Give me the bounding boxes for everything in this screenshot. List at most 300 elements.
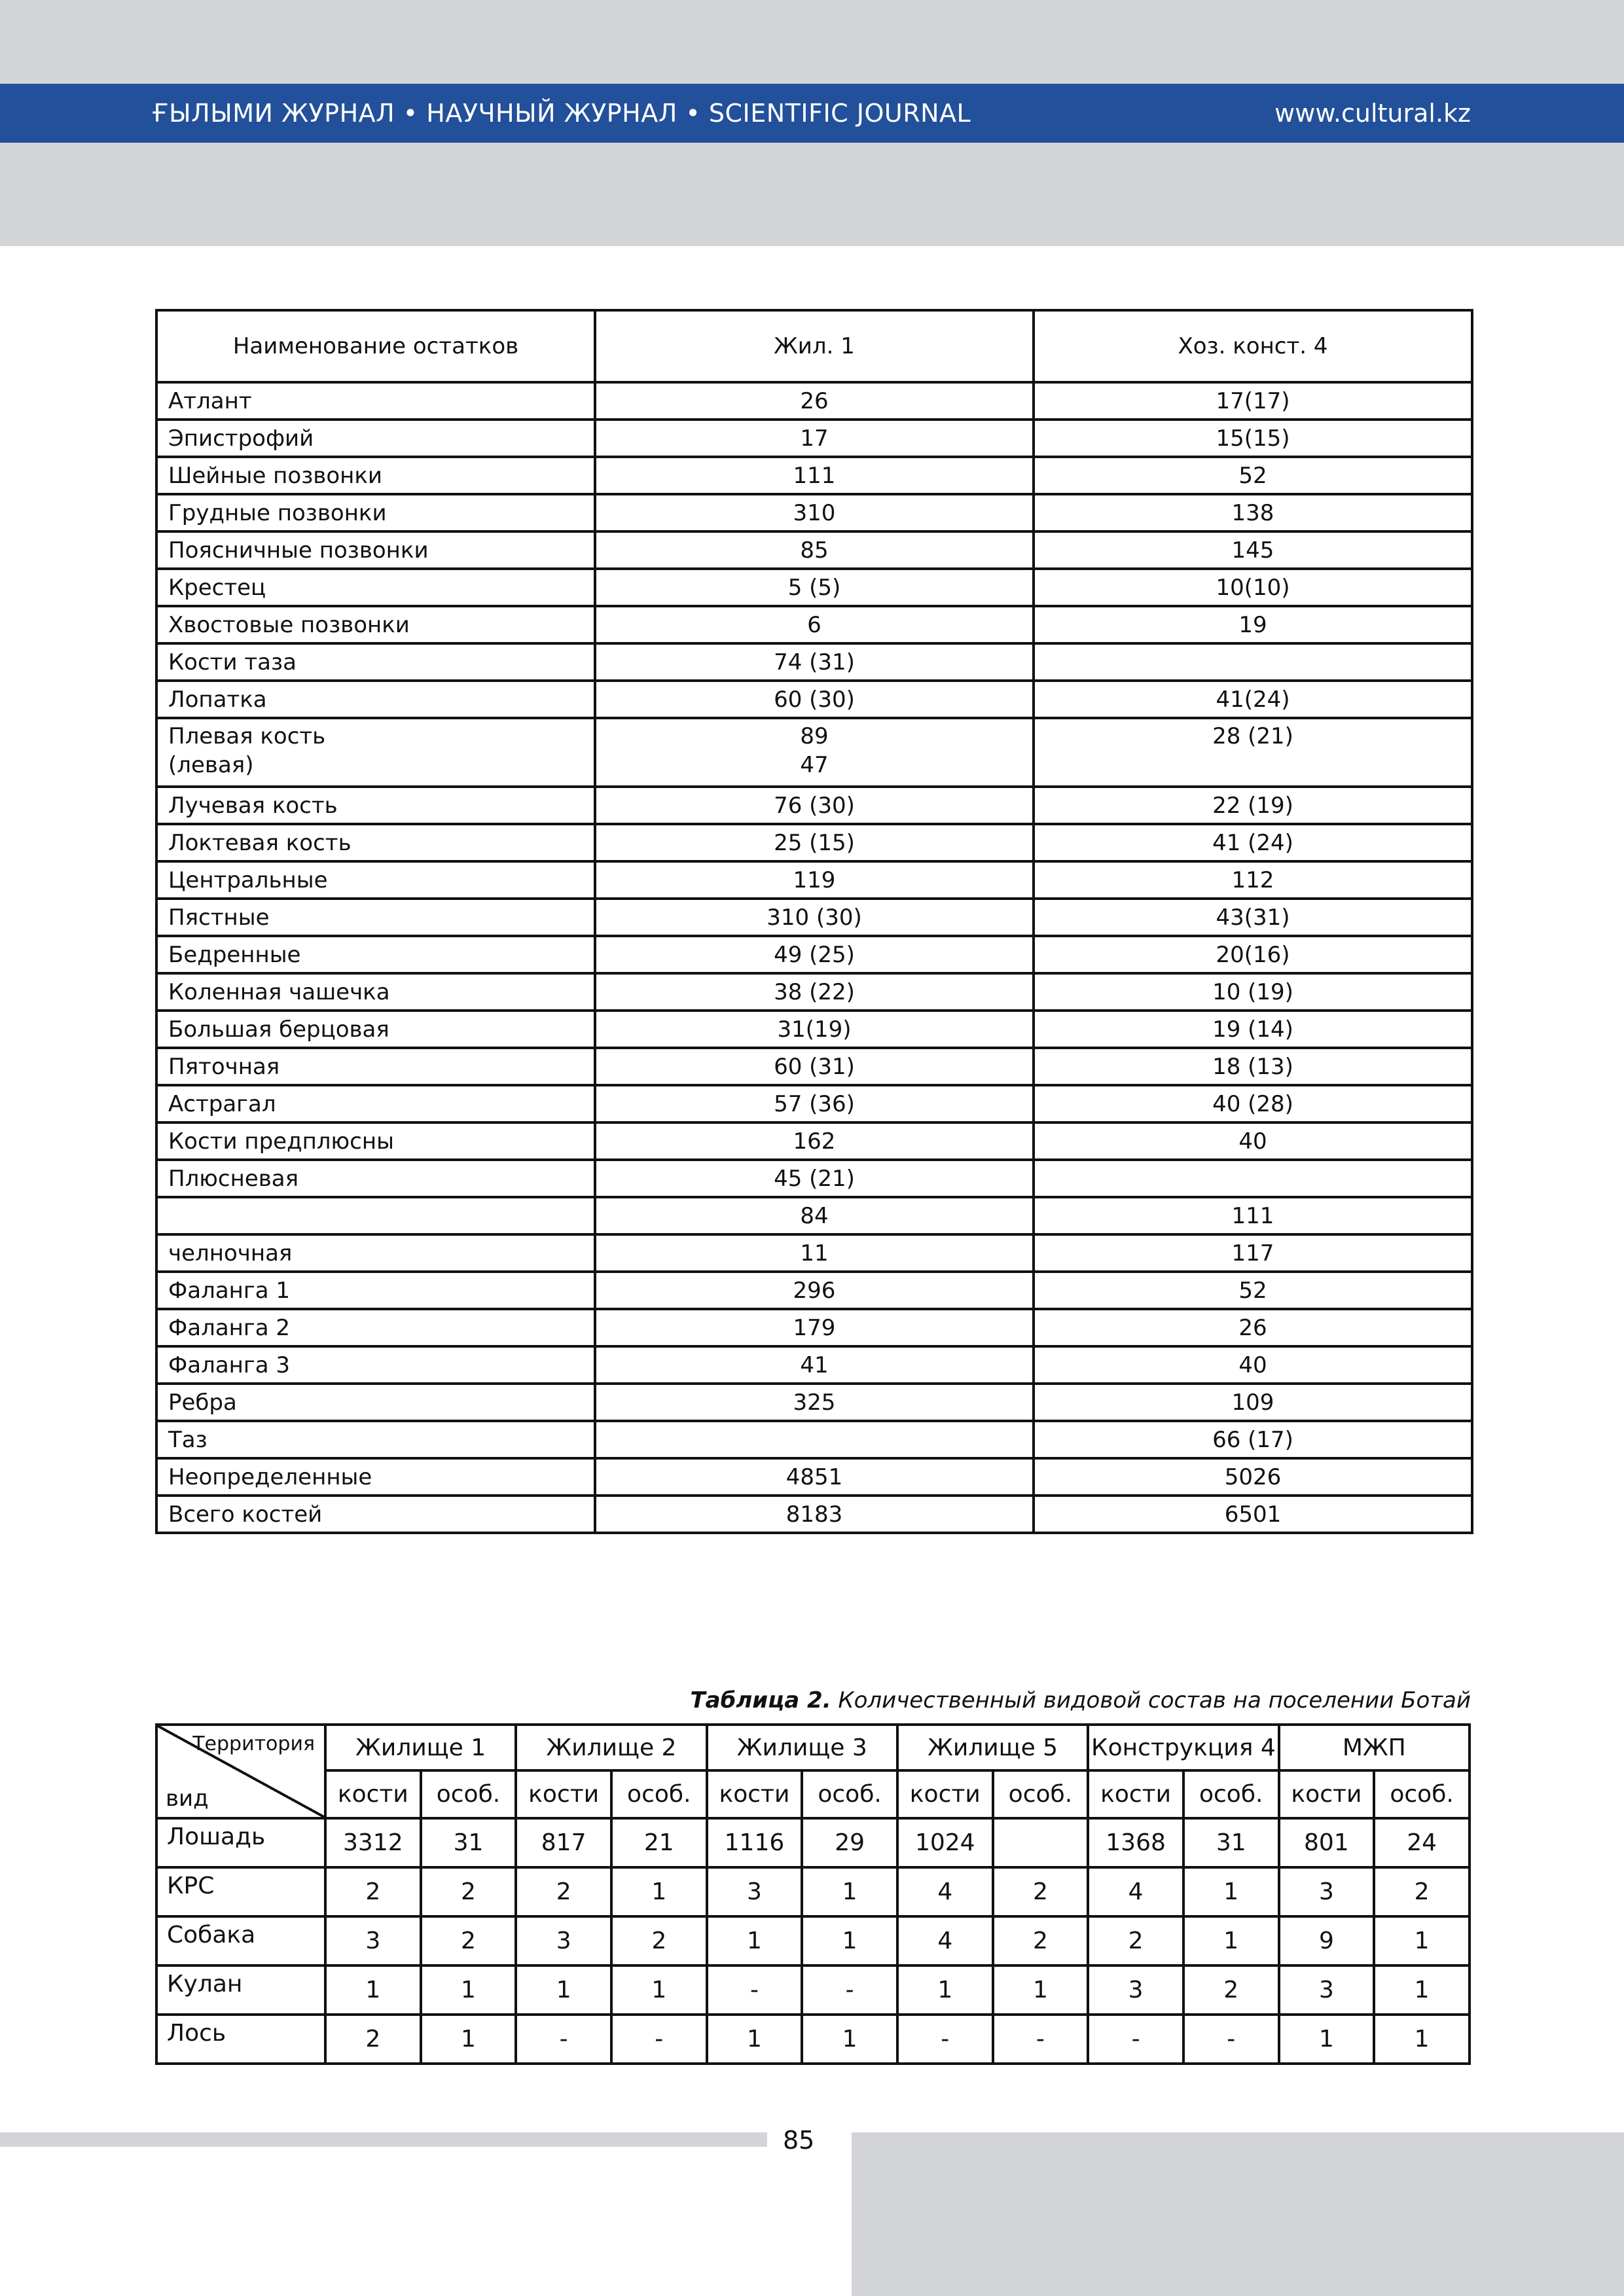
cell-value: 1: [611, 1965, 707, 2015]
cell-value: 2: [1183, 1965, 1279, 2015]
cell-value: 1: [421, 1965, 516, 2015]
row-label: [156, 824, 595, 861]
table-row: [156, 1122, 1472, 1160]
cell-khoz-konst-4: [1034, 1309, 1472, 1346]
table-row: [156, 1421, 1472, 1458]
cell-zhil-1: [595, 494, 1034, 531]
table-row: [156, 531, 1472, 569]
cell-value: 310 (30): [767, 904, 862, 931]
row-label-text: (левая): [168, 752, 254, 778]
cell-value: 325: [793, 1389, 836, 1416]
cell-value: 2: [1088, 1916, 1183, 1965]
table-row: [156, 1272, 1472, 1309]
cell-khoz-konst-4: [1034, 1421, 1472, 1458]
sub-header: особ.: [1374, 1770, 1470, 1818]
row-label-text: Плюсневая: [168, 1165, 299, 1192]
cell-zhil-1: [595, 1421, 1034, 1458]
cell-khoz-konst-4: [1034, 681, 1472, 718]
cell-value: -: [516, 2015, 611, 2064]
cell-zhil-1: [595, 681, 1034, 718]
sub-header: особ.: [1183, 1770, 1279, 1818]
cell-khoz-konst-4: [1034, 1048, 1472, 1085]
cell-khoz-konst-4: [1034, 1197, 1472, 1234]
cell-value: 57 (36): [774, 1090, 855, 1117]
cell-zhil-1: [595, 824, 1034, 861]
cell-zhil-1: [595, 1384, 1034, 1421]
cell-value: [993, 1818, 1089, 1867]
sub-header: кости: [516, 1770, 611, 1818]
cell-value: 41 (24): [1212, 829, 1293, 856]
row-label: [156, 861, 595, 899]
row-label-text: Бедренные: [168, 941, 301, 968]
table-row: [156, 718, 1472, 787]
cell-value: 1: [707, 1916, 803, 1965]
row-label: [156, 718, 595, 787]
cell-khoz-konst-4: [1034, 787, 1472, 824]
cell-value: 29: [802, 1818, 897, 1867]
row-label-text: Локтевая кость: [168, 829, 352, 856]
cell-value: -: [707, 1965, 803, 2015]
cell-value: 10 (19): [1212, 978, 1293, 1005]
cell-value: 6501: [1224, 1501, 1282, 1528]
row-label: [156, 1309, 595, 1346]
cell-value: 19: [1238, 611, 1267, 638]
cell-zhil-1: [595, 1309, 1034, 1346]
column-header: Жил. 1: [595, 310, 1034, 382]
group-header: МЖП: [1279, 1725, 1470, 1770]
cell-khoz-konst-4: [1034, 1234, 1472, 1272]
row-label: [156, 681, 595, 718]
row-label-text: Грудные позвонки: [168, 499, 387, 526]
row-label-text: Фаланга 2: [168, 1314, 291, 1341]
cell-khoz-konst-4: [1034, 899, 1472, 936]
cell-value: 111: [1231, 1202, 1274, 1229]
cell-zhil-1: [595, 1346, 1034, 1384]
cell-khoz-konst-4: [1034, 1122, 1472, 1160]
row-label: [156, 1048, 595, 1085]
sub-header: особ.: [993, 1770, 1089, 1818]
cell-value: -: [611, 2015, 707, 2064]
cell-value: 4: [897, 1916, 993, 1965]
row-label: [156, 973, 595, 1011]
cell-value: 3: [1279, 1867, 1375, 1916]
cell-khoz-konst-4: [1034, 1272, 1472, 1309]
table-row: [156, 457, 1472, 494]
row-label: [156, 494, 595, 531]
row-label-text: Пяточная: [168, 1053, 280, 1080]
cell-zhil-1: [595, 1011, 1034, 1048]
cell-value: 1: [802, 1916, 897, 1965]
cell-khoz-konst-4: [1034, 531, 1472, 569]
cell-value: 4: [897, 1867, 993, 1916]
row-label: [156, 1197, 595, 1234]
cell-value: 109: [1231, 1389, 1274, 1416]
cell-value: 24: [1374, 1818, 1470, 1867]
species-name: Лось: [156, 2015, 325, 2064]
table-row: [156, 899, 1472, 936]
row-label: [156, 899, 595, 936]
row-label: [156, 643, 595, 681]
cell-value: 1: [325, 1965, 421, 2015]
cell-zhil-1: [595, 569, 1034, 606]
cell-value: 1: [993, 1965, 1089, 2015]
cell-value: 41: [800, 1352, 829, 1378]
cell-value: 1: [1374, 1965, 1470, 2015]
cell-value: 179: [793, 1314, 836, 1341]
group-header: Конструкция 4: [1088, 1725, 1278, 1770]
sub-header: кости: [325, 1770, 421, 1818]
cell-value: 47: [800, 752, 829, 778]
row-label-text: Фаланга 1: [168, 1277, 291, 1304]
cell-value: 1: [421, 2015, 516, 2064]
cell-value: 1116: [707, 1818, 803, 1867]
row-label: [156, 1496, 595, 1533]
cell-value: 26: [800, 387, 829, 414]
cell-value: 22 (19): [1212, 792, 1293, 819]
footer-block: [852, 2132, 1624, 2296]
table-row: [156, 1496, 1472, 1533]
group-header: Жилище 1: [325, 1725, 516, 1770]
cell-value: 111: [793, 462, 836, 489]
cell-value: 85: [800, 537, 829, 564]
cell-value: 45 (21): [774, 1165, 855, 1192]
table-row: [156, 643, 1472, 681]
row-label-text: Ребра: [168, 1389, 237, 1416]
cell-zhil-1: [595, 1048, 1034, 1085]
cell-value: 1: [802, 1867, 897, 1916]
cell-value: 17(17): [1216, 387, 1290, 414]
row-label-text: Всего костей: [168, 1501, 323, 1528]
cell-value: -: [802, 1965, 897, 2015]
cell-value: 1: [1183, 1916, 1279, 1965]
row-label: [156, 1346, 595, 1384]
species-name: Собака: [156, 1916, 325, 1965]
cell-value: 26: [1238, 1314, 1267, 1341]
sub-header: особ.: [421, 1770, 516, 1818]
table-row: [156, 1867, 1470, 1916]
cell-value: 3: [707, 1867, 803, 1916]
cell-zhil-1: [595, 1496, 1034, 1533]
cell-khoz-konst-4: [1034, 1160, 1472, 1197]
group-header: Жилище 3: [707, 1725, 897, 1770]
cell-value: 2: [993, 1916, 1089, 1965]
cell-value: 10(10): [1216, 574, 1290, 601]
row-label-text: Лопатка: [168, 686, 267, 713]
corner-label-territory: Территория: [192, 1732, 315, 1755]
cell-value: -: [1183, 2015, 1279, 2064]
cell-value: 817: [516, 1818, 611, 1867]
cell-value: 801: [1279, 1818, 1375, 1867]
table-row: [156, 1309, 1472, 1346]
cell-khoz-konst-4: [1034, 1496, 1472, 1533]
footer-bar: [0, 2132, 767, 2147]
row-label: [156, 382, 595, 420]
cell-value: 1: [1279, 2015, 1375, 2064]
table-row: [156, 1048, 1472, 1085]
cell-value: 138: [1231, 499, 1274, 526]
cell-value: 89: [800, 723, 829, 749]
row-label-text: Коленная чашечка: [168, 978, 390, 1005]
group-header: Жилище 2: [516, 1725, 706, 1770]
bone-remains-table: [155, 309, 1473, 1534]
row-label: [156, 1160, 595, 1197]
row-label-text: Пястные: [168, 904, 270, 931]
cell-value: 4851: [785, 1463, 843, 1490]
table-row: [156, 1965, 1470, 2015]
journal-website: www.cultural.kz: [1274, 99, 1471, 128]
cell-value: 38 (22): [774, 978, 855, 1005]
cell-value: 21: [611, 1818, 707, 1867]
table-row: [156, 861, 1472, 899]
sub-header: кости: [1279, 1770, 1375, 1818]
cell-khoz-konst-4: [1034, 1085, 1472, 1122]
row-label-text: Плевая кость: [168, 723, 326, 749]
row-label-text: Большая берцовая: [168, 1016, 389, 1043]
sub-header-row: [156, 1770, 1470, 1818]
cell-value: 76 (30): [774, 792, 855, 819]
cell-value: 52: [1238, 462, 1267, 489]
cell-zhil-1: [595, 1122, 1034, 1160]
table-row: [156, 1011, 1472, 1048]
cell-value: 74 (31): [774, 649, 855, 675]
row-label: [156, 1011, 595, 1048]
cell-value: 3: [516, 1916, 611, 1965]
species-name: КРС: [156, 1867, 325, 1916]
row-label-text: Шейные позвонки: [168, 462, 382, 489]
cell-value: 296: [793, 1277, 836, 1304]
column-header: Хоз. конст. 4: [1034, 310, 1472, 382]
caption-label: Таблица 2.: [690, 1687, 831, 1713]
species-name: Лошадь: [156, 1818, 325, 1867]
row-label-text: Хвостовые позвонки: [168, 611, 410, 638]
table-row: [156, 1384, 1472, 1421]
table-row: [156, 606, 1472, 643]
cell-value: 60 (30): [774, 686, 855, 713]
table-row: [156, 569, 1472, 606]
table-row: [156, 382, 1472, 420]
corner-cell: [156, 1725, 325, 1818]
cell-zhil-1: [595, 1234, 1034, 1272]
cell-khoz-konst-4: [1034, 718, 1472, 787]
cell-value: 145: [1231, 537, 1274, 564]
cell-value: 1: [707, 2015, 803, 2064]
cell-value: -: [897, 2015, 993, 2064]
cell-zhil-1: [595, 1272, 1034, 1309]
cell-zhil-1: [595, 1085, 1034, 1122]
cell-value: 5 (5): [787, 574, 841, 601]
cell-value: 2: [421, 1916, 516, 1965]
cell-khoz-konst-4: [1034, 1346, 1472, 1384]
cell-value: 4: [1088, 1867, 1183, 1916]
row-label: [156, 1122, 595, 1160]
cell-value: 117: [1231, 1240, 1274, 1266]
cell-value: 2: [421, 1867, 516, 1916]
cell-value: 11: [800, 1240, 829, 1266]
row-label-text: Кости таза: [168, 649, 297, 675]
corner-label-species: вид: [166, 1785, 209, 1812]
column-header: Наименование остатков: [156, 310, 595, 382]
row-label: [156, 420, 595, 457]
cell-value: 2: [993, 1867, 1089, 1916]
cell-value: 25 (15): [774, 829, 855, 856]
cell-value: 2: [516, 1867, 611, 1916]
cell-value: 119: [793, 867, 836, 893]
journal-header-band: [0, 84, 1624, 143]
cell-value: 6: [807, 611, 821, 638]
table-row: [156, 936, 1472, 973]
table-row: [156, 1916, 1470, 1965]
row-label-text: Крестец: [168, 574, 266, 601]
row-label-text: Фаланга 3: [168, 1352, 291, 1378]
cell-value: 1: [1374, 2015, 1470, 2064]
group-header-row: [156, 1725, 1470, 1770]
sub-header: кости: [897, 1770, 993, 1818]
cell-value: 1: [802, 2015, 897, 2064]
row-label: [156, 1272, 595, 1309]
cell-value: 40: [1238, 1352, 1267, 1378]
cell-value: 5026: [1224, 1463, 1282, 1490]
cell-value: 43(31): [1216, 904, 1290, 931]
cell-value: 84: [800, 1202, 829, 1229]
sub-header: кости: [1088, 1770, 1183, 1818]
cell-value: 3312: [325, 1818, 421, 1867]
cell-value: 1: [897, 1965, 993, 2015]
cell-value: 2: [611, 1916, 707, 1965]
cell-value: 40 (28): [1212, 1090, 1293, 1117]
cell-value: 3: [1279, 1965, 1375, 2015]
table-row: [156, 1458, 1472, 1496]
table-row: [156, 1085, 1472, 1122]
cell-value: 15(15): [1216, 425, 1290, 452]
table-row: [156, 1818, 1470, 1867]
cell-value: 1024: [897, 1818, 993, 1867]
journal-title: ҒЫЛЫМИ ЖУРНАЛ • НАУЧНЫЙ ЖУРНАЛ • SCIENTIFIC JOURNAL: [152, 99, 971, 128]
cell-value: 1: [611, 1867, 707, 1916]
sub-header: особ.: [802, 1770, 897, 1818]
cell-value: 2: [1374, 1867, 1470, 1916]
cell-value: 20(16): [1216, 941, 1290, 968]
table-row: [156, 2015, 1470, 2064]
row-label: [156, 936, 595, 973]
cell-khoz-konst-4: [1034, 1384, 1472, 1421]
cell-value: -: [993, 2015, 1089, 2064]
page-number: 85: [783, 2126, 815, 2155]
cell-zhil-1: [595, 787, 1034, 824]
table-row: [156, 681, 1472, 718]
table-row: [156, 1346, 1472, 1384]
cell-khoz-konst-4: [1034, 824, 1472, 861]
cell-value: 41(24): [1216, 686, 1290, 713]
cell-value: 28 (21): [1212, 723, 1293, 749]
cell-value: 18 (13): [1212, 1053, 1293, 1080]
cell-value: 3: [325, 1916, 421, 1965]
cell-value: 49 (25): [774, 941, 855, 968]
row-label: [156, 1085, 595, 1122]
cell-khoz-konst-4: [1034, 382, 1472, 420]
cell-zhil-1: [595, 531, 1034, 569]
cell-zhil-1: [595, 420, 1034, 457]
cell-value: -: [1088, 2015, 1183, 2064]
cell-value: 2: [325, 2015, 421, 2064]
row-label-text: Поясничные позвонки: [168, 537, 429, 564]
cell-khoz-konst-4: [1034, 420, 1472, 457]
row-label-text: Неопределенные: [168, 1463, 372, 1490]
cell-khoz-konst-4: [1034, 1458, 1472, 1496]
cell-zhil-1: [595, 382, 1034, 420]
cell-value: 8183: [785, 1501, 843, 1528]
caption-text: Количественный видовой состав на поселении Ботай: [831, 1687, 1471, 1713]
cell-value: 40: [1238, 1128, 1267, 1155]
cell-value: 17: [800, 425, 829, 452]
row-label: [156, 569, 595, 606]
group-header: Жилище 5: [897, 1725, 1088, 1770]
row-label-text: Астрагал: [168, 1090, 276, 1117]
cell-zhil-1: [595, 606, 1034, 643]
cell-zhil-1: [595, 718, 1034, 787]
table-row: [156, 494, 1472, 531]
table-row: [156, 973, 1472, 1011]
row-label: [156, 531, 595, 569]
cell-zhil-1: [595, 457, 1034, 494]
row-label-text: Лучевая кость: [168, 792, 338, 819]
row-label: [156, 457, 595, 494]
cell-khoz-konst-4: [1034, 606, 1472, 643]
table-row: [156, 420, 1472, 457]
cell-khoz-konst-4: [1034, 861, 1472, 899]
cell-value: 1368: [1088, 1818, 1183, 1867]
cell-khoz-konst-4: [1034, 494, 1472, 531]
cell-value: 66 (17): [1212, 1426, 1293, 1453]
cell-value: 310: [793, 499, 836, 526]
cell-zhil-1: [595, 1160, 1034, 1197]
species-name: Кулан: [156, 1965, 325, 2015]
row-label: [156, 787, 595, 824]
row-label: [156, 606, 595, 643]
table-row: [156, 1160, 1472, 1197]
sub-header: особ.: [611, 1770, 707, 1818]
row-label: [156, 1458, 595, 1496]
cell-value: 112: [1231, 867, 1274, 893]
row-label-text: Атлант: [168, 387, 252, 414]
cell-khoz-konst-4: [1034, 973, 1472, 1011]
cell-value: 9: [1279, 1916, 1375, 1965]
row-label-text: Эпистрофий: [168, 425, 314, 452]
cell-khoz-konst-4: [1034, 1011, 1472, 1048]
cell-khoz-konst-4: [1034, 936, 1472, 973]
row-label-text: челночная: [168, 1240, 293, 1266]
row-label-text: Кости предплюсны: [168, 1128, 394, 1155]
cell-zhil-1: [595, 1197, 1034, 1234]
table-row: [156, 787, 1472, 824]
cell-value: 3: [1088, 1965, 1183, 2015]
row-label-text: Центральные: [168, 867, 328, 893]
table-row: [156, 824, 1472, 861]
cell-zhil-1: [595, 936, 1034, 973]
table-row: [156, 1234, 1472, 1272]
row-label: [156, 1384, 595, 1421]
cell-value: 1: [1374, 1916, 1470, 1965]
cell-zhil-1: [595, 643, 1034, 681]
cell-value: 1: [516, 1965, 611, 2015]
cell-value: 162: [793, 1128, 836, 1155]
sub-header: кости: [707, 1770, 803, 1818]
cell-value: 52: [1238, 1277, 1267, 1304]
table-header-row: [156, 310, 1472, 382]
cell-zhil-1: [595, 973, 1034, 1011]
table-caption: [690, 1687, 1471, 1713]
cell-khoz-konst-4: [1034, 457, 1472, 494]
cell-value: 31: [1183, 1818, 1279, 1867]
